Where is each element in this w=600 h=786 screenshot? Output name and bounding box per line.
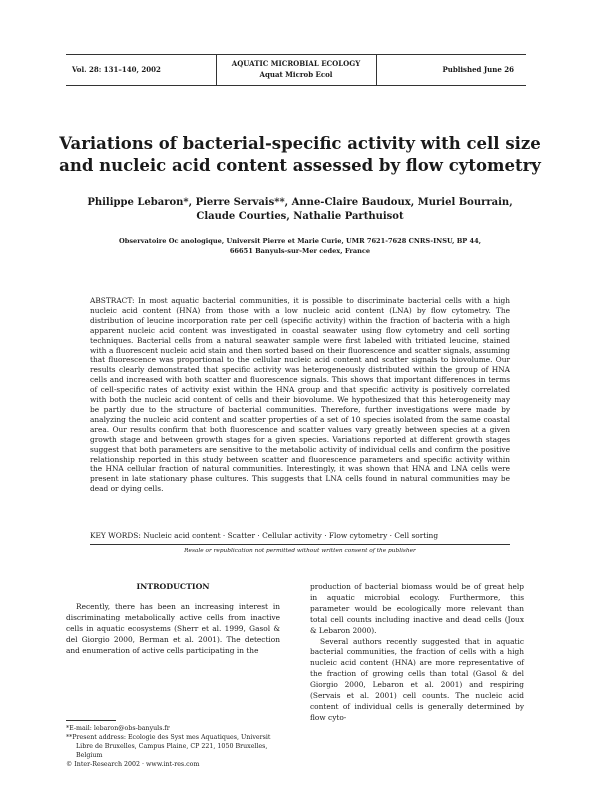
paragraph: production of bacterial biomass would be of great help in aquatic microbial ecology. Furthermore, this parameter would be ecologically more relevant than total cell counts including inactive and dead cells (Joux & Lebaron 2000). xyxy=(310,582,524,635)
footnote-rule xyxy=(66,720,116,721)
publication-date: Published June 26 xyxy=(442,65,514,74)
journal-masthead xyxy=(66,54,526,86)
paragraph: Several authors recently suggested that in aquatic bacterial communities, the fraction of cells with a high nucleic acid content (HNA) are more representative of the fraction of growing cells than total (Gasol & del Giorgio 2000, Lebaron et al. 2001) and respiring (Servais et al. 2001) cell counts. The nucleic acid content of individual cells is generally determined by flow cyto- xyxy=(310,636,524,722)
footnote: **Present address: Ecologie des Syst mes Aquatiques, Universit Libre de Bruxelles, Campus Plaine, CP 221, 1050 Bruxelles, Belgium xyxy=(66,734,271,759)
paper-title: Variations of bacterial-specific activity with cell size and nucleic acid content assessed by flow cytometry xyxy=(59,134,541,175)
masthead-divider xyxy=(376,55,377,85)
footnotes xyxy=(66,724,280,760)
journal-title: AQUATIC MICROBIAL ECOLOGY xyxy=(231,59,361,68)
authors-line: Philippe Lebaron*, Pierre Servais**, Anne-Claire Baudoux, Muriel Bourrain, xyxy=(87,197,513,208)
volume-pages: Vol. 28: 131–140, 2002 xyxy=(72,65,161,74)
affiliation xyxy=(90,236,510,256)
footnote: *E-mail: lebaron@obs-banyuls.fr xyxy=(66,725,170,732)
keywords: KEY WORDS: Nucleic acid content · Scatter · Cellular activity · Flow cytometry · Cell sorting xyxy=(90,531,439,540)
section-rule xyxy=(90,544,510,545)
abstract: ABSTRACT: In most aquatic bacterial communities, it is possible to discriminate bacterial cells with a high nucleic acid content (HNA) from those with a low nucleic acid content (LNA) by flow cytometry. The distribution of leucine incorporation rate per cell (specific activity) within the fraction of bacteria with a high apparent nucleic acid content was investigated in coastal seawater using flow cytometry and cell sorting techniques. Bacterial cells from a natural seawater sample were first labeled with tritiated leucine, stained with a fluorescent nucleic acid stain and then sorted based on their fluorescence and scatter signals, assuming that fluorescence was proportional to the cellular nucleic acid content and scatter signals to biovolume. Our results clearly demonstrated that specific activity was heterogeneously distributed within the group of HNA cells and increased with both scatter and fluorescence signals. This shows that important differences in terms of cell-specific rates of activity exist within the HNA group and that specific activity is positively correlated with both the nucleic acid content of cells and their biovolume. We hypothesized that this heterogeneity may be partly due to the structure of bacterial communities. Therefore, further investigations were made by analyzing the nucleic acid content and scatter properties of a set of 10 species isolated from the same coastal area. Our results confirm that both fluorescence and scatter values vary greatly between species at a given growth stage and between growth stages for a given species. Variations reported at different growth stages suggest that both parameters are sensitive to the metabolic activity of individual cells and confirm the positive relationship reported in this study between scatter and fluorescence parameters and specific activity within the HNA cellular fraction of natural communities. Interestingly, it was shown that HNA and LNA cells were present in late stationary phase cultures. This suggests that LNA cells found in natural communities may be dead or dying cells. xyxy=(90,296,510,494)
left-column xyxy=(66,582,280,656)
affiliation-line: Observatoire Oc anologique, Universit Pierre et Marie Curie, UMR 7621-7628 CNRS-INSU, BP 44, xyxy=(118,237,482,245)
authors-line: Claude Courties, Nathalie Parthuisot xyxy=(196,211,404,222)
right-column xyxy=(310,582,524,724)
copyright: © Inter-Research 2002 · www.int-res.com xyxy=(66,761,200,768)
paragraph: Recently, there has been an increasing interest in discriminating metabolically active cells from inactive cells in aquatic ecosystems (Sherr et al. 1999, Gasol & del Giorgio 2000, Berman et al. 2001). The detection and enumeration of active cells participating in the xyxy=(66,601,280,655)
section-heading: INTRODUCTION xyxy=(136,582,210,591)
resale-notice: Resale or republication not permitted without written consent of the publisher xyxy=(184,548,416,554)
affiliation-line: 66651 Banyuls-sur-Mer cedex, France xyxy=(229,247,371,255)
author-list xyxy=(60,196,540,224)
journal-abbrev: Aquat Microb Ecol xyxy=(259,70,333,79)
journal-name xyxy=(216,58,376,80)
